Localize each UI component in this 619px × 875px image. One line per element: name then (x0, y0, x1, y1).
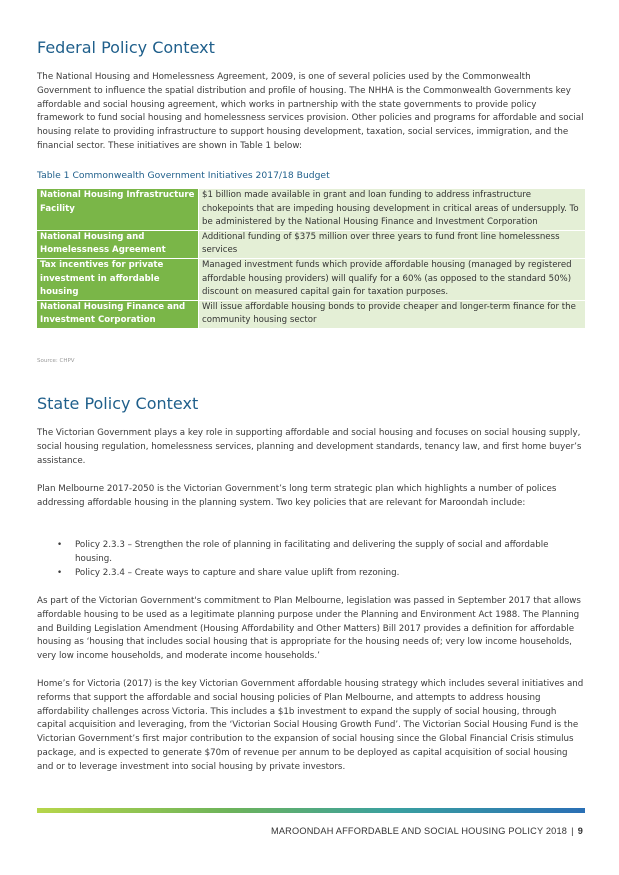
page-footer (271, 826, 583, 836)
bullet-icon: • (57, 567, 63, 578)
initiative-name: National Housing Finance and Investment Corporation (37, 300, 199, 328)
state-paragraph-4: Home’s for Victoria (2017) is the key Victorian Government affordable housing strategy which includes several initiatives and reforms that support the affordable and social housing policies of Plan Melbourne, and attempts to address housing affordability challenges across Victoria. This includes a $1b investment to expand the supply of social housing, through capital acquisition and leveraging, from the ‘Victorian Social Housing Growth Fund’. The Victorian Social Housing Fund is the Victorian Government’s first major contribution to the expansion of social housing since the Global Financial Crisis stimulus package, and is expected to generate $70m of revenue per annum to be deployed as capital acquisition of social housing and or to leverage investment into social housing by private investors. (37, 679, 584, 772)
initiative-description: Will issue affordable housing bonds to provide cheaper and longer-term finance for the community housing sector (199, 300, 586, 328)
state-paragraph-3: As part of the Victorian Government's commitment to Plan Melbourne, legislation was passed in September 2017 that allows affordable housing to be used as a legitimate planning purpose under the Planning and Environment Act 1988. The Planning and Building Legislation Amendment (Housing Affordability and Other Matters) Bill 2017 provides a definition for affordable housing as ‘housing that includes social housing that is appropriate for the housing needs of; very low income households, very low income households, and moderate income households.’ (37, 596, 581, 662)
footer-separator: | (571, 826, 574, 836)
table-row (37, 300, 585, 328)
initiatives-table (37, 189, 585, 329)
state-heading: State Policy Context (37, 394, 199, 413)
federal-heading: Federal Policy Context (37, 38, 215, 57)
table-row (37, 230, 585, 258)
table-source: Source: CHPV (37, 358, 75, 364)
federal-paragraph: The National Housing and Homelessness Agreement, 2009, is one of several policies used by the Commonwealth Government to influence the spatial distribution and profile of housing. The NHHA is the Commonwealth Governments key affordable and social housing agreement, which works in partnership with the state governments to provide policy framework to fund social housing and homelessness services provision. Other policies and programs for affordable and social housing relate to providing infrastructure to support housing development, taxation, social services, immigration, and the financial sector. These initiatives are shown in Table 1 below: (37, 72, 584, 151)
initiative-name: Tax incentives for private investment in affordable housing (37, 258, 199, 300)
list-item-text: Policy 2.3.4 – Create ways to capture and share value uplift from rezoning. (75, 567, 400, 578)
state-paragraph-1: The Victorian Government plays a key role in supporting affordable and social housing and focuses on social housing supply, social housing regulation, homelessness services, planning and development standards, tenancy law, and first home buyer’s assistance. (37, 428, 582, 466)
table-row (37, 189, 585, 230)
initiative-name: National Housing Infrastructure Facility (37, 189, 199, 230)
table-caption: Table 1 Commonwealth Government Initiatives 2017/18 Budget (37, 170, 330, 181)
initiative-description: Additional funding of $375 million over three years to fund front line homelessness services (199, 230, 586, 258)
list-item (37, 539, 585, 567)
table-row (37, 258, 585, 300)
footer-title: MAROONDAH AFFORDABLE AND SOCIAL HOUSING POLICY 2018 (270, 826, 568, 836)
initiative-description: $1 billion made available in grant and loan funding to address infrastructure chokepoints that are impeding housing development in critical areas of undersupply. To be administered by the National Housing Finance and Investment Corporation (199, 189, 586, 230)
initiative-name: National Housing and Homelessness Agreement (37, 230, 199, 258)
page-number: 9 (577, 826, 583, 836)
footer-gradient-bar (37, 808, 585, 813)
policy-list (37, 539, 585, 580)
state-paragraph-2: Plan Melbourne 2017-2050 is the Victorian Government’s long term strategic plan which highlights a number of polices addressing affordable housing in the planning system. Two key policies that are relevant for Maroondah include: (37, 484, 557, 508)
bullet-icon: • (57, 540, 63, 550)
initiative-description: Managed investment funds which provide affordable housing (managed by registered affordable housing providers) will qualify for a 60% (as opposed to the standard 50%) discount on measured capital gain for taxation purposes. (199, 258, 586, 300)
list-item (37, 567, 585, 581)
list-item-text: Policy 2.3.3 – Strengthen the role of planning in facilitating and delivering the supply of social and affordable housing. (75, 540, 549, 564)
